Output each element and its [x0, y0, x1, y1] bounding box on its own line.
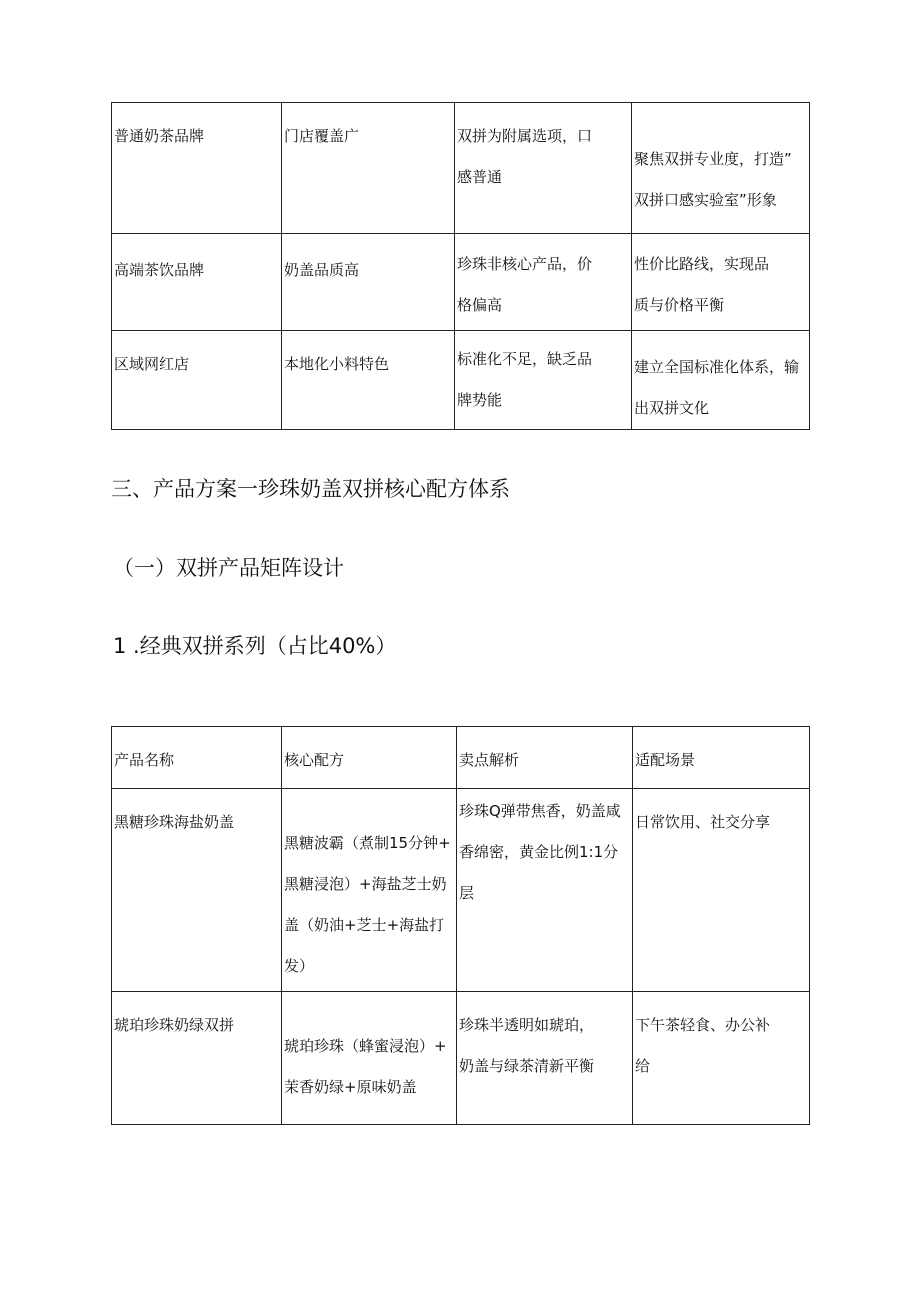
- table-row: [112, 992, 810, 1125]
- table-cell: 黑糖珍珠海盐奶盖: [112, 789, 282, 992]
- table-cell: 下午茶轻食、办公补 给: [633, 992, 810, 1125]
- table-row: [112, 789, 810, 992]
- table-row: [112, 234, 810, 331]
- section-heading: 三、产品方案一珍珠奶盖双拼核心配方体系: [111, 477, 510, 501]
- table-row: [112, 331, 810, 430]
- product-matrix-table: [111, 726, 810, 1125]
- table-cell: 奶盖品质高: [282, 234, 455, 331]
- table-cell: 本地化小料特色: [282, 331, 455, 430]
- table-cell: 高端茶饮品牌: [112, 234, 282, 331]
- table-cell: 琥珀珍珠（蜂蜜浸泡）+ 茉香奶绿+原味奶盖: [282, 992, 457, 1125]
- table-cell: 普通奶茶品牌: [112, 103, 282, 234]
- item-heading: 1 .经典双拼系列（占比40%）: [113, 634, 397, 658]
- table-cell: 珍珠半透明如琥珀， 奶盖与绿茶清新平衡: [457, 992, 633, 1125]
- table-cell: 珍珠Q弹带焦香，奶盖咸 香绵密，黄金比例1:1分 层: [457, 789, 633, 992]
- table-cell: 黑糖波霸（煮制15分钟+ 黑糖浸泡）+海盐芝士奶 盖（奶油+芝士+海盐打 发）: [282, 789, 457, 992]
- table-row: [112, 103, 810, 234]
- sub-heading: （一）双拼产品矩阵设计: [113, 556, 344, 580]
- header-cell-scenario: 适配场景: [633, 727, 810, 789]
- header-cell-product-name: 产品名称: [112, 727, 282, 789]
- table-cell: 珍珠非核心产品，价 格偏高: [455, 234, 632, 331]
- table-cell: 双拼为附属选项，口 感普通: [455, 103, 632, 234]
- table-cell: 琥珀珍珠奶绿双拼: [112, 992, 282, 1125]
- table-cell: 日常饮用、社交分享: [633, 789, 810, 992]
- table-header-row: [112, 727, 810, 789]
- table-cell: 门店覆盖广: [282, 103, 455, 234]
- table-cell: 建立全国标准化体系，输 出双拼文化: [632, 331, 810, 430]
- header-cell-core-recipe: 核心配方: [282, 727, 457, 789]
- table-cell: 聚焦双拼专业度，打造” 双拼口感实验室”形象: [632, 103, 810, 234]
- competitor-table: [111, 102, 810, 430]
- table-cell: 标准化不足，缺乏品 牌势能: [455, 331, 632, 430]
- header-cell-selling-points: 卖点解析: [457, 727, 633, 789]
- table-cell: 性价比路线，实现品 质与价格平衡: [632, 234, 810, 331]
- table-cell: 区域网红店: [112, 331, 282, 430]
